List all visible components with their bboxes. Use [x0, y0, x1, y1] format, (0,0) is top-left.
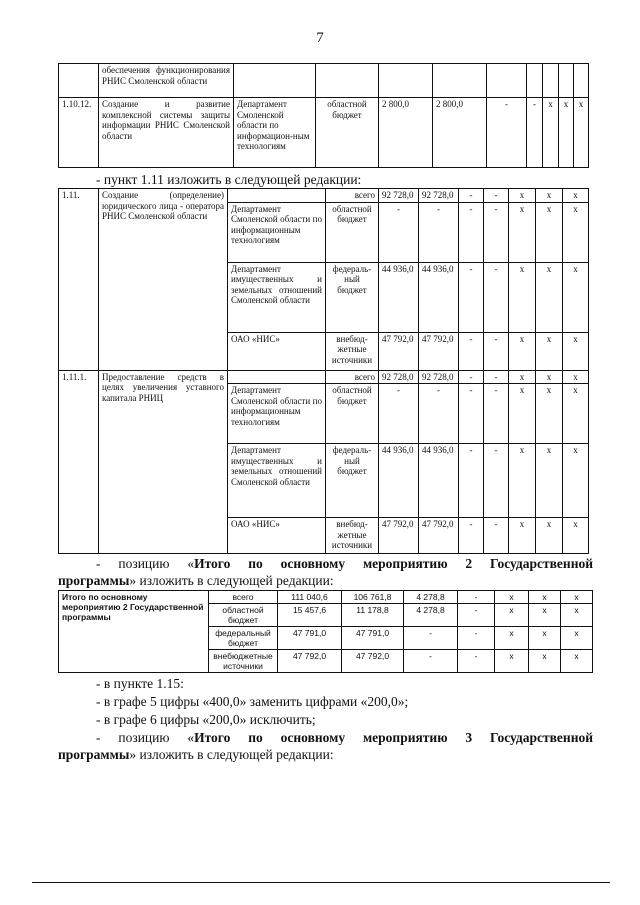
funding-source: всего: [209, 591, 278, 604]
bottom-rule: [32, 882, 610, 883]
funding-source: областной бюджет: [316, 98, 379, 168]
instruction-line: - в графе 6 цифры «200,0» исключить;: [96, 712, 316, 727]
table-row: [59, 64, 589, 98]
instruction-line: - пункт 1.11 изложить в следующей редакции:: [96, 172, 362, 187]
measure-name: Предоставление средств в целях увеличения уставного капитала РНИЦ: [99, 370, 228, 554]
instruction-line: программы» изложить в следующей редакции:: [58, 747, 334, 762]
measure-name: Создание (определение) юридического лица - оператора РНИС Смоленской области: [99, 189, 228, 371]
instruction-line: - в пункте 1.15:: [96, 676, 184, 691]
value: -: [527, 98, 543, 168]
page-number: 7: [316, 30, 324, 46]
value: 2 800,0: [433, 98, 487, 168]
executor: ОАО «НИС»: [228, 332, 326, 370]
table-row: Департамент имущественных и земельных отношений Смоленской области федераль-ный бюджет 44 936,0 44 936,0 - - х х х: [59, 444, 589, 518]
funding-source: федераль-ный бюджет: [326, 262, 379, 332]
instruction-line: программы» изложить в следующей редакции:: [58, 573, 334, 588]
value: 2 800,0: [379, 98, 433, 168]
funding-source: федераль-ный бюджет: [326, 444, 379, 518]
funding-source: всего: [326, 370, 379, 384]
funding-source: всего: [326, 189, 379, 203]
instruction-line: - в графе 5 цифры «400,0» заменить цифрами «200,0»;: [96, 694, 409, 709]
value: 47 792,0: [419, 518, 459, 554]
value: 92 728,0: [419, 370, 459, 384]
table-row: ОАО «НИС» внебюд-жетные источники 47 792,0 47 792,0 - - х х х: [59, 518, 589, 554]
row-number: 1.11.1.: [59, 370, 99, 554]
instruction-line: - позицию «Итого по основному мероприятию 2 Государственной: [96, 556, 593, 571]
table-item-1-11: [58, 188, 589, 554]
executor: Департамент имущественных и земельных отношений Смоленской области: [228, 444, 326, 518]
table-row: Итого по основному мероприятию 2 Государственной программы всего 111 040,6 106 761,8 4 278,8 - х х х: [59, 591, 593, 604]
table-total-measure-2: [58, 590, 593, 673]
table-row: Департамент Смоленской области по информационным технологиям областной бюджет - - - - х х х: [59, 202, 589, 262]
value: 92 728,0: [379, 189, 419, 203]
value: 92 728,0: [379, 370, 419, 384]
funding-source: внебюд-жетные источники: [326, 518, 379, 554]
table-row: Департамент имущественных и земельных отношений Смоленской области федераль-ный бюджет 44 936,0 44 936,0 - - х х х: [59, 262, 589, 332]
value: 44 936,0: [419, 444, 459, 518]
value: 92 728,0: [419, 189, 459, 203]
value: -: [487, 98, 527, 168]
row-number: 1.11.: [59, 189, 99, 371]
funding-source: областной бюджет: [326, 202, 379, 262]
measure-name: обеспечения функционирования РНИС Смоленской области: [99, 64, 234, 98]
table-row: внебюджетные источники 47 792,0 47 792,0 - - х х х: [59, 650, 593, 673]
mark: х: [543, 98, 559, 168]
value: 47 792,0: [379, 518, 419, 554]
table-row: областной бюджет 15 457,6 11 178,8 4 278,8 - х х х: [59, 604, 593, 627]
funding-source: областной бюджет: [209, 604, 278, 627]
funding-source: внебюджетные источники: [209, 650, 278, 673]
executor: Департамент имущественных и земельных отношений Смоленской области: [228, 262, 326, 332]
value: 44 936,0: [419, 262, 459, 332]
table-row: Департамент Смоленской области по информационным технологиям областной бюджет - - - - х х х: [59, 384, 589, 444]
executor: Департамент Смоленской области по информацион-ным технологиям: [234, 98, 316, 168]
value: 47 792,0: [419, 332, 459, 370]
mark: х: [559, 98, 574, 168]
value: 44 936,0: [379, 444, 419, 518]
row-number: 1.10.12.: [59, 98, 99, 168]
table-continuation: [58, 63, 589, 168]
mark: х: [574, 98, 589, 168]
executor: Департамент Смоленской области по информационным технологиям: [228, 384, 326, 444]
instruction-line: - позицию «Итого по основному мероприятию 3 Государственной: [96, 730, 593, 745]
table-row: федеральный бюджет 47 791,0 47 791,0 - - х х х: [59, 627, 593, 650]
executor: ОАО «НИС»: [228, 518, 326, 554]
table-row: 1.11. Создание (определение) юридического лица - оператора РНИС Смоленской области всего 92 728,0 92 728,0 - - х х х: [59, 189, 589, 203]
value: 44 936,0: [379, 262, 419, 332]
table-row: 1.11.1. Предоставление средств в целях увеличения уставного капитала РНИЦ всего 92 728,0 92 728,0 - - х х х: [59, 370, 589, 384]
measure-name: Создание и развитие комплексной системы защиты информации РНИС Смоленской области: [99, 98, 234, 168]
table-row: [59, 98, 589, 168]
total-label: Итого по основному мероприятию 2 Государственной программы: [59, 591, 209, 673]
funding-source: федеральный бюджет: [209, 627, 278, 650]
value: 47 792,0: [379, 332, 419, 370]
funding-source: внебюд-жетные источники: [326, 332, 379, 370]
executor: Департамент Смоленской области по информационным технологиям: [228, 202, 326, 262]
funding-source: областной бюджет: [326, 384, 379, 444]
table-row: ОАО «НИС» внебюд-жетные источники 47 792,0 47 792,0 - - х х х: [59, 332, 589, 370]
